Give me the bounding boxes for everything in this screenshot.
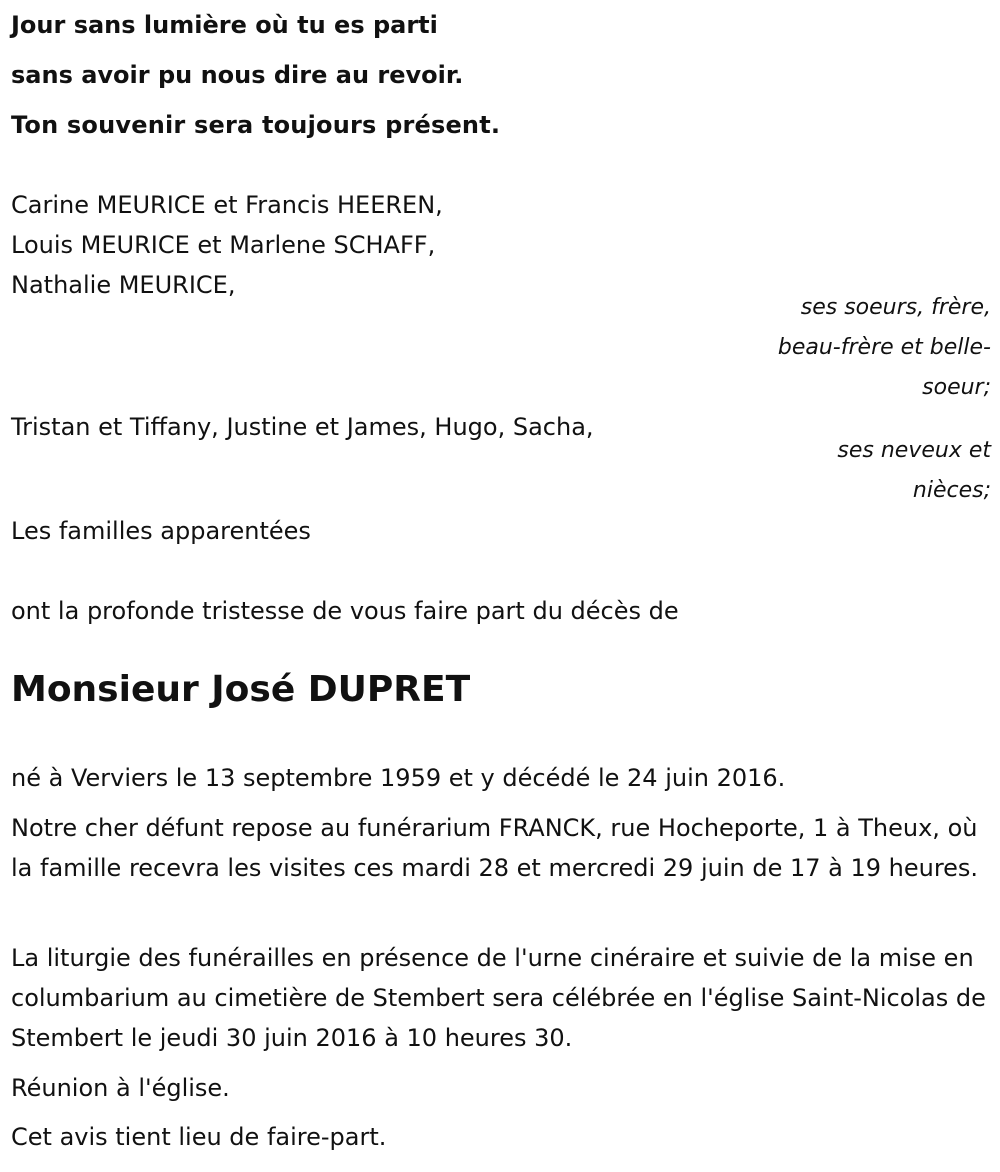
related-families: Les familles apparentées xyxy=(11,517,311,545)
meeting-paragraph: Réunion à l'église. xyxy=(11,1074,230,1102)
poem-line: Ton souvenir sera toujours présent. xyxy=(11,111,501,139)
relation-line: ses neveux et xyxy=(837,438,991,463)
birth-death-paragraph: né à Verviers le 13 septembre 1959 et y décédé le 24 juin 2016. xyxy=(11,764,786,792)
deceased-name: Monsieur José DUPRET xyxy=(11,669,471,710)
funerarium-paragraph: Notre cher défunt repose au funérarium FRANCK, rue Hocheporte, 1 à Theux, où la famille recevra les visites ces mardi 28 et mercredi 29 juin de 17 à 19 heures. xyxy=(11,814,979,882)
nephews-relation xyxy=(837,431,991,511)
relation-line: beau-frère et belle- xyxy=(777,335,991,360)
notice-paragraph: Cet avis tient lieu de faire-part. xyxy=(11,1123,387,1151)
relation-line: nièces; xyxy=(912,478,991,503)
announcement: ont la profonde tristesse de vous faire part du décès de xyxy=(11,597,679,625)
nephews-names: Tristan et Tiffany, Justine et James, Hugo, Sacha, xyxy=(11,413,594,441)
poem-line: Jour sans lumière où tu es parti xyxy=(11,11,438,39)
siblings-relation xyxy=(778,288,991,408)
relation-line: ses soeurs, frère, xyxy=(800,295,991,320)
sibling-name: Carine MEURICE et Francis HEEREN, xyxy=(11,191,443,219)
relation-line: soeur; xyxy=(922,375,991,400)
poem-line: sans avoir pu nous dire au revoir. xyxy=(11,61,464,89)
sibling-name: Nathalie MEURICE, xyxy=(11,271,236,299)
sibling-name: Louis MEURICE et Marlene SCHAFF, xyxy=(11,231,436,259)
liturgy-paragraph: La liturgie des funérailles en présence de l'urne cinéraire et suivie de la mise en columbarium au cimetière de Stembert sera célébrée en l'église Saint-Nicolas de Stembert le jeudi 30 juin 2016 à 10 heures 30. xyxy=(11,944,986,1052)
